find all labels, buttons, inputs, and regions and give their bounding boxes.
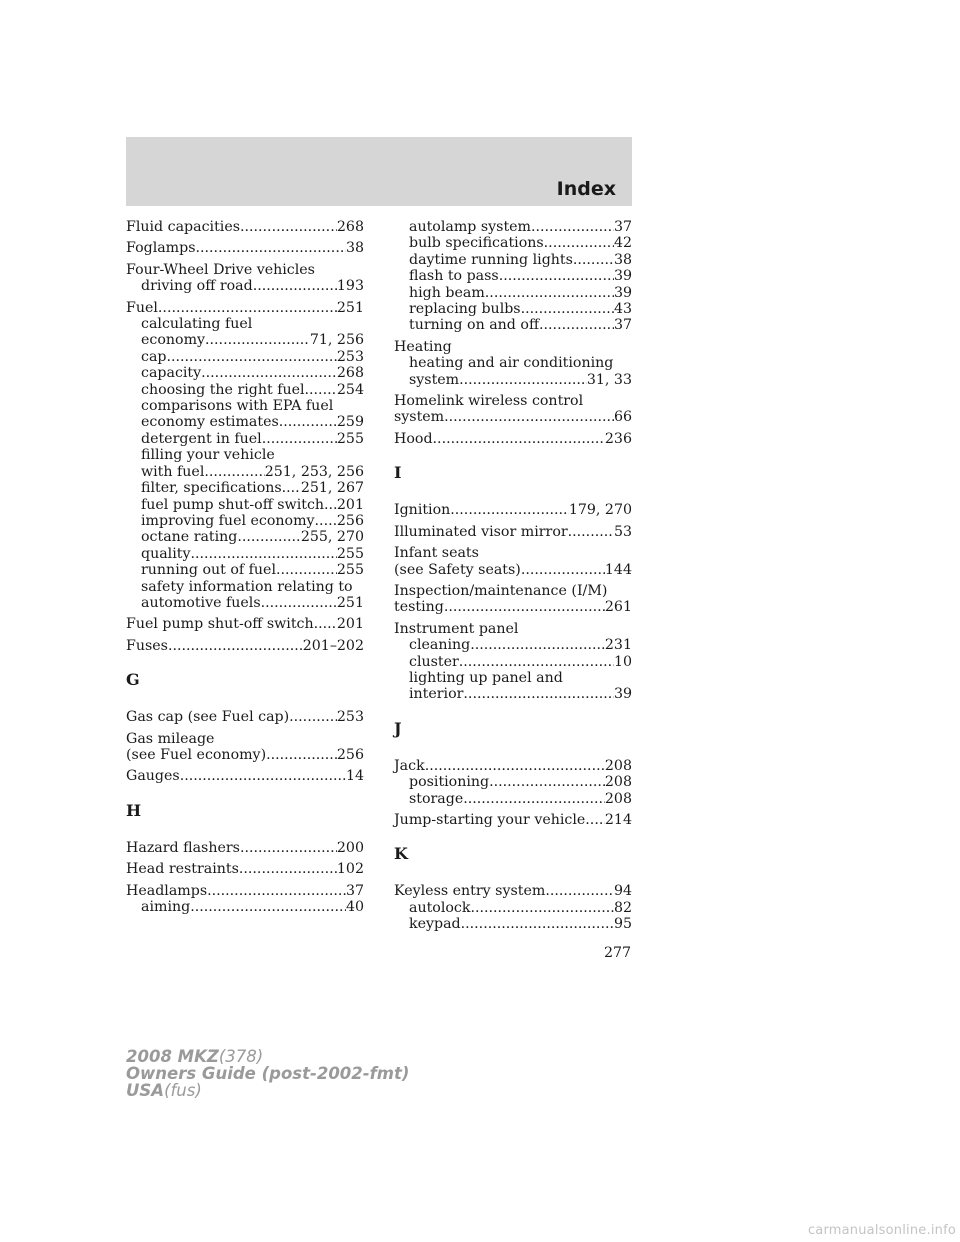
index-term (394, 883, 632, 899)
index-subentry (126, 382, 364, 398)
index-subentry (394, 317, 632, 333)
page-reference: 231 (604, 637, 632, 654)
index-entry (394, 545, 632, 578)
index-term-text: Gas cap (see Fuel cap) (126, 709, 290, 726)
index-term (394, 502, 632, 518)
index-term (394, 583, 632, 599)
page-reference: 102 (336, 861, 364, 878)
dot-leader (539, 317, 614, 333)
index-subentry (126, 497, 364, 513)
dot-leader (190, 546, 336, 562)
index-term (126, 709, 364, 725)
index-subentry (394, 268, 632, 284)
index-term-text: detergent in fuel (141, 430, 262, 447)
index-entry (394, 883, 632, 932)
dot-leader (207, 883, 346, 899)
dot-leader (190, 899, 346, 915)
page-reference: 255 (336, 562, 364, 579)
page-reference: 193 (336, 278, 364, 295)
index-term-text: cluster (409, 653, 459, 670)
dot-leader (585, 812, 605, 828)
index-term (394, 524, 632, 540)
footer-guide: Owners Guide (post-2002-fmt) (126, 1064, 410, 1083)
index-subentry (394, 774, 632, 790)
index-subentry (394, 637, 632, 653)
index-term-text: quality (141, 545, 191, 562)
index-term-text: Instrument panel (394, 620, 519, 637)
dot-leader (253, 278, 337, 294)
dot-leader (279, 414, 337, 430)
dot-leader (433, 431, 605, 447)
index-term (126, 840, 364, 856)
index-term-text: with fuel (141, 463, 205, 480)
page-reference: 14 (345, 768, 364, 785)
page-reference: 39 (613, 686, 632, 703)
watermark-text: carmanualsonline.info (807, 1223, 956, 1238)
index-subentry (126, 278, 364, 294)
page-reference: 255 (336, 430, 364, 447)
dot-leader (521, 301, 614, 317)
page-reference: 236 (604, 430, 632, 447)
dot-leader (450, 502, 569, 518)
index-term-text: testing (394, 599, 444, 616)
dot-leader (266, 747, 337, 763)
page-reference: 259 (336, 414, 364, 431)
index-term (394, 812, 632, 828)
index-entry (394, 583, 632, 616)
dot-leader (485, 285, 614, 301)
index-term-text: Jump-starting your vehicle (394, 811, 586, 828)
index-subentry (394, 235, 632, 251)
index-subentry (394, 219, 632, 235)
dot-leader (568, 524, 614, 540)
page-reference: 268 (336, 219, 364, 235)
dot-leader (544, 235, 614, 251)
dot-leader (521, 562, 605, 578)
index-term-text: autolamp system (409, 219, 532, 235)
dot-leader (573, 252, 614, 268)
page-reference: 39 (613, 268, 632, 285)
index-term (394, 621, 632, 637)
index-term (126, 883, 364, 899)
page-reference: 251, 253, 256 (264, 463, 364, 480)
dot-leader (282, 480, 301, 496)
dot-leader (463, 791, 605, 807)
dot-leader (459, 372, 587, 388)
index-subentry (126, 562, 364, 578)
index-entry (394, 339, 632, 388)
dot-leader (315, 513, 337, 529)
page-reference: 144 (604, 561, 632, 578)
index-subentry (126, 365, 364, 381)
page-reference: 256 (336, 512, 364, 529)
index-term-text: Foglamps (126, 240, 196, 257)
dot-leader (239, 861, 337, 877)
index-term-text: driving off road (141, 278, 253, 295)
index-term-text: aiming (141, 899, 191, 915)
index-term-text: Ignition (394, 502, 451, 519)
page-reference: 82 (613, 899, 632, 916)
dot-leader (204, 464, 264, 480)
page-reference: 94 (613, 883, 632, 900)
page-reference: 42 (613, 235, 632, 252)
index-term-text: Hood (394, 430, 433, 447)
index-term-text: capacity (141, 365, 202, 382)
index-column-right (394, 219, 632, 938)
index-term (126, 638, 364, 654)
index-term-text: calculating fuel (141, 316, 253, 333)
page-reference: 53 (613, 523, 632, 540)
dot-leader (201, 365, 337, 381)
index-subentry (394, 252, 632, 268)
index-term-text: (see Fuel economy) (126, 746, 267, 763)
page-reference: 261 (604, 599, 632, 616)
page-reference: 200 (336, 839, 364, 856)
index-entry (126, 219, 364, 235)
dot-leader (425, 758, 605, 774)
index-term-text: Gas mileage (126, 730, 215, 747)
dot-leader (470, 637, 605, 653)
page-reference: 38 (613, 251, 632, 268)
index-term-text: system (394, 409, 445, 426)
index-subentry (126, 414, 364, 430)
page-reference: 255 (336, 545, 364, 562)
page-reference: 251 (336, 299, 364, 316)
dot-leader (262, 431, 337, 447)
index-entry (126, 638, 364, 654)
index-subentry (126, 899, 364, 915)
index-subentry (126, 464, 364, 480)
dot-leader (180, 768, 346, 784)
index-subentry (394, 301, 632, 317)
page-reference: 71, 256 (309, 332, 364, 349)
page-reference: 66 (613, 409, 632, 426)
dot-leader (461, 916, 614, 932)
index-entry (126, 240, 364, 256)
index-entry (394, 219, 632, 334)
index-term-text: bulb specifications (409, 235, 544, 252)
index-term (126, 861, 364, 877)
footer-model-code: (378) (218, 1047, 264, 1066)
page-reference: 253 (336, 348, 364, 365)
index-entry (394, 812, 632, 828)
index-subentry (126, 546, 364, 562)
index-term-text: daytime running lights (409, 251, 573, 268)
index-term (394, 431, 632, 447)
index-entry (126, 861, 364, 877)
index-term-text: Inspection/maintenance (I/M) (394, 582, 608, 599)
dot-leader (531, 219, 614, 235)
index-term-text: filter, specifications (141, 480, 282, 497)
dot-leader (499, 268, 614, 284)
index-term (126, 219, 364, 235)
index-term (126, 616, 364, 632)
index-term (394, 339, 632, 355)
index-subentry (394, 900, 632, 916)
index-entry (126, 300, 364, 612)
index-subentry (394, 686, 632, 702)
dot-leader (305, 382, 337, 398)
page-reference: 251, 267 (300, 480, 364, 497)
dot-leader (470, 900, 613, 916)
index-term-text: automotive fuels (141, 594, 261, 611)
index-subentry (394, 285, 632, 301)
index-section-letter: I (394, 463, 402, 483)
index-subentry (394, 654, 632, 670)
page-reference: 208 (604, 774, 632, 791)
dot-leader (168, 638, 303, 654)
index-term-text: high beam (409, 284, 485, 301)
index-section-letter: H (126, 800, 142, 820)
index-term-text: interior (409, 686, 464, 703)
index-subentry (126, 349, 364, 365)
dot-leader (314, 616, 337, 632)
index-term-text: replacing bulbs (409, 301, 521, 318)
index-subentry (126, 529, 364, 545)
page-reference: 43 (613, 301, 632, 318)
index-term-text: Head restraints (126, 861, 239, 878)
index-term (394, 562, 632, 578)
page-reference: 254 (336, 381, 364, 398)
index-term (126, 262, 364, 278)
page-title: Index (556, 178, 616, 200)
index-entry (394, 524, 632, 540)
index-term-text: Gauges (126, 768, 180, 785)
index-term-text: Keyless entry system (394, 883, 546, 900)
page-reference: 208 (604, 757, 632, 774)
dot-leader (289, 709, 337, 725)
index-entry (126, 768, 364, 784)
page-reference: 37 (613, 317, 632, 334)
page-reference: 95 (613, 916, 632, 933)
index-term-text: Fuel (126, 299, 158, 316)
index-entry (394, 758, 632, 807)
page-reference: 268 (336, 365, 364, 382)
document-footer (126, 1048, 409, 1099)
index-term-text: Headlamps (126, 882, 208, 899)
index-term-text: lighting up panel and (409, 669, 563, 686)
page-reference: 31, 33 (586, 371, 632, 388)
page-reference: 255, 270 (300, 529, 364, 546)
index-term-text: Homelink wireless control (394, 393, 584, 410)
page-reference: 214 (604, 811, 632, 828)
index-subentry (394, 355, 632, 371)
index-term (126, 768, 364, 784)
footer-region-code: (fus) (164, 1081, 202, 1100)
index-term-text: Illuminated visor mirror (394, 523, 568, 540)
dot-leader (205, 332, 310, 348)
index-entry (394, 431, 632, 447)
index-term-text: Jack (394, 757, 425, 774)
index-term-text: Heating (394, 338, 452, 355)
index-entry (394, 502, 632, 518)
index-entry (394, 621, 632, 703)
page-reference: 253 (336, 709, 364, 726)
index-entry (394, 393, 632, 426)
index-term-text: comparisons with EPA fuel (141, 398, 334, 415)
dot-leader (196, 240, 346, 256)
index-term-text: system (409, 371, 460, 388)
index-column-left (126, 219, 364, 920)
index-subentry (126, 316, 364, 332)
index-term-text: autolock (409, 899, 471, 916)
index-subentry (394, 372, 632, 388)
index-term-text: octane rating (141, 529, 238, 546)
index-term-text: Infant seats (394, 545, 479, 562)
page-reference: 37 (345, 882, 364, 899)
page-reference: 201 (336, 496, 364, 513)
index-subentry (126, 447, 364, 463)
index-subentry (126, 595, 364, 611)
index-term-text: (see Safety seats) (394, 561, 521, 578)
header-bar (126, 137, 632, 206)
index-subentry (394, 670, 632, 686)
index-term-text: Fluid capacities (126, 219, 240, 235)
index-entry (126, 883, 364, 916)
index-term-text: Fuel pump shut-off switch (126, 616, 314, 633)
dot-leader (240, 219, 337, 235)
index-section-letter: J (394, 718, 402, 738)
dot-leader (489, 774, 605, 790)
index-term-text: flash to pass (409, 268, 499, 285)
index-term (394, 545, 632, 561)
page-reference: 201–202 (302, 637, 364, 654)
index-entry (126, 840, 364, 856)
dot-leader (158, 300, 337, 316)
index-term-text: running out of fuel (141, 562, 276, 579)
dot-leader (167, 349, 337, 365)
index-subentry (126, 579, 364, 595)
index-term (394, 393, 632, 409)
index-section-letter: K (394, 844, 408, 864)
index-term (126, 300, 364, 316)
index-term-text: economy (141, 332, 206, 349)
index-term (126, 747, 364, 763)
index-term-text: cleaning (409, 637, 471, 654)
dot-leader (324, 497, 337, 513)
index-term (394, 409, 632, 425)
index-subentry (394, 791, 632, 807)
index-term-text: Four-Wheel Drive vehicles (126, 261, 315, 278)
page-reference: 38 (345, 240, 364, 257)
dot-leader (463, 686, 614, 702)
index-term-text: keypad (409, 916, 461, 933)
index-entry (126, 709, 364, 725)
page-number: 277 (604, 945, 632, 961)
footer-region: USA (126, 1081, 165, 1100)
dot-leader (261, 595, 337, 611)
index-term-text: heating and air conditioning (409, 355, 614, 372)
dot-leader (545, 883, 614, 899)
index-term-text: positioning (409, 774, 490, 791)
dot-leader (444, 599, 605, 615)
index-term-text: safety information relating to (141, 578, 353, 595)
index-term-text: choosing the right fuel (141, 381, 305, 398)
index-term (126, 731, 364, 747)
index-term-text: cap (141, 348, 167, 365)
dot-leader (276, 562, 337, 578)
footer-model: 2008 MKZ (126, 1047, 219, 1066)
index-subentry (126, 332, 364, 348)
index-subentry (126, 431, 364, 447)
page-reference: 251 (336, 594, 364, 611)
index-term-text: Hazard flashers (126, 839, 240, 856)
page-reference: 256 (336, 746, 364, 763)
index-entry (126, 731, 364, 764)
dot-leader (459, 654, 614, 670)
page-reference: 37 (613, 219, 632, 235)
dot-leader (444, 409, 614, 425)
index-term-text: improving fuel economy (141, 512, 315, 529)
index-subentry (126, 398, 364, 414)
index-subentry (126, 513, 364, 529)
index-entry (126, 262, 364, 295)
page-reference: 179, 270 (568, 502, 632, 519)
page-reference: 40 (345, 899, 364, 915)
index-term-text: Fuses (126, 637, 168, 654)
page-reference: 201 (336, 616, 364, 633)
index-term-text: turning on and off (409, 317, 540, 334)
index-term-text: economy estimates (141, 414, 279, 431)
index-term-text: filling your vehicle (141, 447, 275, 464)
index-term (394, 599, 632, 615)
page-reference: 10 (613, 653, 632, 670)
index-term-text: storage (409, 790, 464, 807)
dot-leader (240, 840, 337, 856)
index-section-letter: G (126, 670, 140, 690)
index-term (394, 758, 632, 774)
index-term (126, 240, 364, 256)
index-subentry (394, 916, 632, 932)
dot-leader (237, 529, 300, 545)
page-reference: 39 (613, 284, 632, 301)
index-term-text: fuel pump shut-off switch (141, 496, 325, 513)
page-reference: 208 (604, 790, 632, 807)
index-subentry (126, 480, 364, 496)
index-entry (126, 616, 364, 632)
